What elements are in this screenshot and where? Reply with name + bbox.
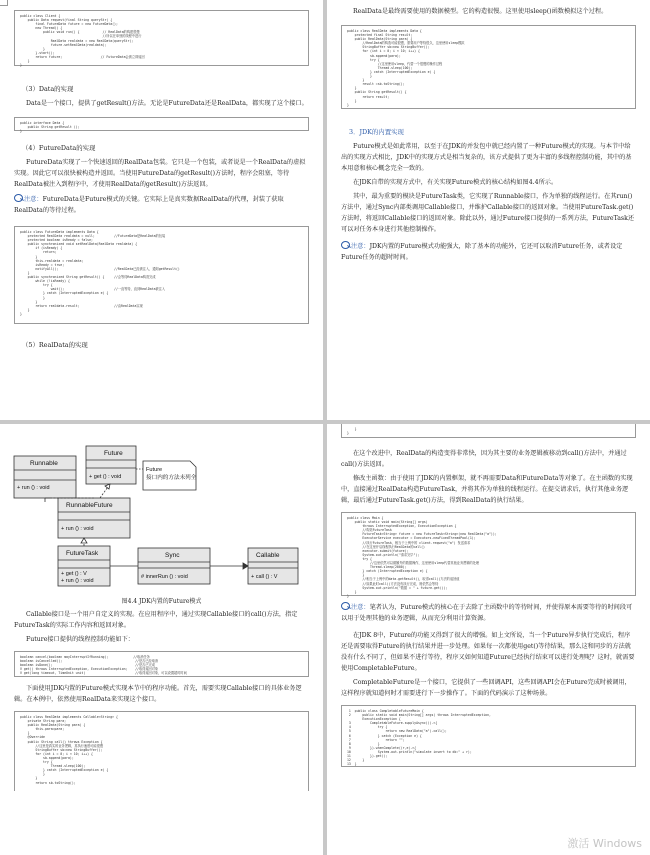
note-futuredata xyxy=(14,194,309,216)
page-1 xyxy=(0,0,323,420)
para-data: Data是一个接口，提供了getResult()方法。无论是FutureData还是RealData，都实现了这个接口。 xyxy=(26,100,308,107)
uml-sync-name: Sync xyxy=(165,552,180,559)
page-corner-mark xyxy=(0,0,8,6)
figure-caption: 图4.4 JDK内置的Future模式 xyxy=(121,598,202,605)
heading-realdata: （5）RealData的实现 xyxy=(22,341,88,349)
page-3 xyxy=(0,424,323,855)
uml-future-name: Future xyxy=(104,450,123,457)
note-main xyxy=(341,602,636,624)
heading-jdk: 3．JDK的内置实现 xyxy=(349,128,404,136)
page-4 xyxy=(327,424,650,855)
uml-callable-name: Callable xyxy=(256,552,280,559)
para-futuredata: FutureData实现了一个快速返回的RealData包装。它只是一个包装，或者说是一个RealData的虚拟实现。因此它可以很快被构造并返回。当使用FutureData的getResult()方法时，程序会阻塞，等待RealData被注入到程序中，才使用RealData的getResult()方法返回。 xyxy=(14,159,306,188)
uml-runnable-op: + run () : void xyxy=(17,485,50,491)
note-icon xyxy=(341,602,350,610)
uml-futuretask-op1: + get () : V xyxy=(61,571,87,577)
para-jdk-2: 在JDK自带的实现方式中，有关实现Future模式的核心结构如图4.4所示。 xyxy=(353,179,558,186)
para-jdk-1: Future模式是如此常用，以至于在JDK的并发包中就已经内置了一种Future模式的实现。与本节中给出的实现方式相比，JDK中的实现方式是相当复杂的，该方式提供了更为丰富的多线程控制功能，其中的基本用意和核心概念完全一致的。 xyxy=(341,143,632,172)
uml-diagram xyxy=(0,424,323,592)
para-completablefuture: CompletableFuture是一个接口，它提供了一些回调API，这些回调API会在Future完成时被调用，这样程序就知道何时才需要进行下一步操作了。下面的代码演示了这种场景。 xyxy=(341,679,631,697)
uml-futuretask-op2: + run () : void xyxy=(61,578,94,584)
uml-sync-op: # innerRun () : void xyxy=(141,574,188,580)
para-callable-2: Future接口提供的线程控制功能如下： xyxy=(26,636,134,643)
code-client: public class Client { public Data request(final String queryStr) { final FutureData future = new FutureData(); new Thread() { public void run() { // RealData的构建很慢 //所以在单独的线程中进行 RealData realdata = new RealData(queryStr); future.setRealData(realdata); } }.start(); return future; // FutureData会被立即返回 } } xyxy=(14,10,309,66)
note-jdk xyxy=(341,241,636,263)
page-2 xyxy=(327,0,650,420)
windows-activation-watermark: 激活 Windows xyxy=(567,837,642,850)
uml-runnablefuture-op: + run () : void xyxy=(61,526,94,532)
uml-future-op: + get () : void xyxy=(89,474,122,480)
code-callable-tail: } } xyxy=(341,424,636,438)
uml-comment: Future 接口内的方法未列全 xyxy=(146,467,197,481)
note-label: 注意： xyxy=(351,604,370,611)
code-main: public class Main { public static void main(String[] args) throws InterruptedException, ExecutionException { //构造FutureTask FutureTask<String> future = new FutureTask<String>(new RealData("a")); ExecutorService executor = Executors.newFixedThreadPool(1); //执行FutureTask，相当于上例中的 client.request("a") 发送请求 //在这里开启线程执行RealData的call() executor.submit(future); System.out.println("请求完毕"); try { //这里依然可以做额外的数据操作，这里使用sleep代替其他业务逻辑的处理 Thread.sleep(2000); } catch (InterruptedException e) { } //相当于上例中的data.getResult()，取得call()方法的返回值 //如果此时call()方法没有执行完成，则依然会等待 System.out.println("数据 = " + future.get()); } } xyxy=(341,512,636,596)
para-jdk-3: 其中，最为重要的模块是FutureTask类，它实现了Runnable接口，作为单独的线程运行。在其run()方法中，通过Sync内部类调用Callable接口，并维护Callable接口的返回对象。当使用FutureTask.get()方法时，将返回Callable接口的返回对象。除此以外，通过Future接口提供的一系列方法，FutureTask还可以对任务本身进行其他控制操作。 xyxy=(341,193,635,233)
code-callable: public class RealData implements Callable<String> { private String para; public RealData(String para) { this.para=para; } @Override public String call() throws Exception { //这里是真实的业务逻辑，其执行速度可能很慢 StringBuffer sb=new StringBuffer(); for (int i = 0; i < 10; i++) { sb.append(para); try { Thread.sleep(100); } catch (InterruptedException e) { } } return sb.toString(); xyxy=(14,711,309,791)
code-data: public interface Data { public String getResult (); } xyxy=(14,117,309,131)
note-label: 注意： xyxy=(24,196,43,203)
note-text: JDK内置的Future模式功能强大，除了基本的功能外，它还可以取消Future任务，或者设定Future任务的超时时间。 xyxy=(341,243,623,261)
para-main: 修改主函数：由于使用了JDK的内置框架，就不再需要Data和FutureData等对象了。在主函数的实现中，直接通过RealData构造FutureTask，并将其作为单独的线程运行。在提交请求后，执行其他业务逻辑，最后通过FutureTask.get()方法，得到RealData的执行结果。 xyxy=(341,475,633,504)
note-text: FutureData是Future模式的关键。它实际上是真实数据RealData的代理，封装了获取RealData的等待过程。 xyxy=(14,196,284,214)
para-callable-1: Callable接口是一个用户自定义的实现。在应用程序中，通过实现Callable接口的call()方法，指定FutureTask的实际工作内容和返回对象。 xyxy=(14,611,298,629)
heading-data: （3）Data的实现 xyxy=(22,85,74,93)
para-realdata: RealData是最终需要使用的数据模型。它的构造很慢。这里使用sleep()函数模拟这个过程。 xyxy=(353,8,608,15)
code-completablefuture: 1 public class CompletableFutureMain { 2 public static void main(String[] args) throws InterruptedException, ExecutionException { 3 CompletableFuture.supplyAsync(()->{ 4 try { 5 return new RealData("a").call(); 6 } catch (Exception e) { 7 return ""; 8 } 9 }).whenComplete((r,e)->{ 10 System.out.println("simulate insert to db:" + r); 11 }).get(); 12 } 13 } xyxy=(341,705,636,767)
code-futuredata: public class FutureData implements Data { protected RealData realdata = null; //FutureData是RealData的包装 protected boolean isReady = false; public synchronized void setRealData(RealData realdata) { if (isReady) { return; } this.realdata = realdata; isReady = true; notifyAll(); //RealData已经被注入，通知getResult() } public synchronized String getResult() { //会等待RealData构造完成 while (!isReady) { try { wait(); //一直等待，直到RealData被注入 } catch (InterruptedException e) { } } return realdata.result; //由RealData实现 } } xyxy=(14,226,309,324)
uml-runnablefuture-name: RunnableFuture xyxy=(66,502,113,509)
note-icon xyxy=(341,241,350,249)
heading-futuredata: （4）FutureData的实现 xyxy=(22,144,96,152)
note-label: 注意： xyxy=(351,243,370,250)
para-callable-3: 下面使用JDK内置的Future模式实现本节中的程序功能。首先，需要实现Callable接口的具体业务逻辑。在本例中，依然使用RealData来实现这个接口。 xyxy=(14,685,302,703)
note-text: 笔者认为，Future模式的核心在于去除了主函数中的等待时间，并使得原本需要等待的时间段可以用于处理其他的业务逻辑，从而充分利用计算资源。 xyxy=(341,604,633,622)
para-improve: 在这个改进中，RealData的构造变得非常快，因为其主要的业务逻辑被移动到call()方法中，并通过call()方法返回。 xyxy=(341,450,627,468)
para-jdk8: 在JDK 8中，Future的功能又得到了很大的增强。如上文所说，当一个Future异步执行完成后，程序还是需要取得Future的执行结果并进一步处理。如果每一次都使用get()等待结果，那么这和同步的方法就没有什么不同了，但如果不进行等待，程序又如何知道Future已经执行结束可以进行处理呢？这时，就需要使用CompletableFuture。 xyxy=(341,632,635,672)
note-icon xyxy=(14,194,23,202)
code-realdata: public class RealData implements Data { protected final String result; public RealData(String para) { //RealData的构造可能很慢，需要用户等待很久，这里使用sleep模拟 StringBuffer sb=new StringBuffer(); for (int i = 0; i < 10; i++) { sb.append(para); try { //这里使用sleep，代替一个很慢的操作过程 Thread.sleep(100); } catch (InterruptedException e) { } } result =sb.toString(); } public String getResult() { return result; } } xyxy=(341,25,636,109)
uml-futuretask-name: FutureTask xyxy=(66,550,99,557)
code-future-methods: boolean cancel(boolean mayInterruptIfRunning); //取消任务 boolean isCancelled(); //是否已经取消 boolean isDone(); //是否已完成 V get() throws InterruptedException, ExecutionException; //取得返回对象 V get(long timeout, TimeUnit unit) //取得返回对象，可以设置超时时间 xyxy=(14,651,309,677)
uml-runnable-name: Runnable xyxy=(30,460,58,467)
uml-callable-op: + call () : V xyxy=(251,574,278,580)
